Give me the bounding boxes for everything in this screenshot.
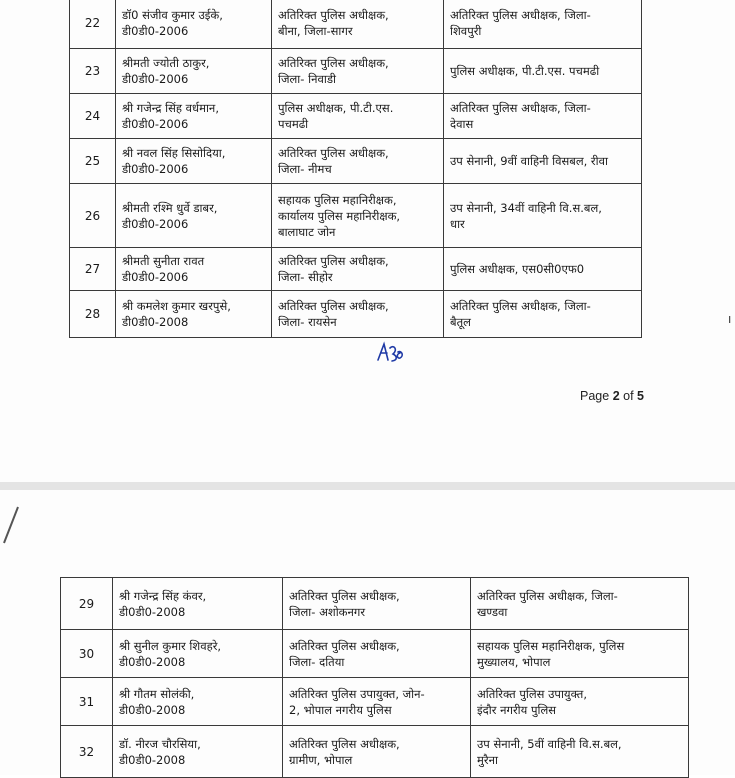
- officer-name: श्री गौतम सोलंकी,: [119, 686, 195, 701]
- serial-number: 29: [61, 578, 113, 630]
- table-row: [61, 578, 689, 630]
- officer-cell: [116, 0, 272, 49]
- table-row: [61, 678, 689, 726]
- serial-number: 28: [70, 291, 116, 338]
- current-posting-line: अतिरिक्त पुलिस अधीक्षक,: [278, 7, 389, 22]
- current-posting-line: अतिरिक्त पुलिस अधीक्षक,: [278, 299, 389, 313]
- new-posting-cell: [471, 678, 689, 726]
- current-posting-line: अतिरिक्त पुलिस अधीक्षक,: [278, 56, 389, 70]
- new-posting-line: उप सेनानी, 5वीं वाहिनी वि.स.बल,: [477, 736, 622, 751]
- new-posting-line: पुलिस अधीक्षक, पी.टी.एस. पचमढी: [450, 64, 600, 78]
- new-posting-line: मुख्यालय, भोपाल: [477, 654, 551, 669]
- current-posting-cell: [272, 94, 444, 139]
- table-row: [70, 139, 642, 184]
- current-page: 2: [612, 389, 620, 403]
- current-posting-line: सहायक पुलिस महानिरीक्षक,: [278, 192, 397, 207]
- current-posting-line: अतिरिक्त पुलिस अधीक्षक,: [289, 638, 400, 653]
- officer-batch: डी0डी0-2008: [119, 752, 186, 767]
- table-row: [70, 184, 642, 248]
- page-separator: [0, 482, 735, 490]
- current-posting-line: अतिरिक्त पुलिस अधीक्षक,: [278, 146, 389, 160]
- current-posting-line: बालाघाट जोन: [278, 224, 336, 239]
- current-posting-cell: [272, 184, 444, 248]
- page-number: Page 2 of 5: [580, 389, 644, 403]
- new-posting-line: खण्डवा: [477, 604, 508, 619]
- serial-number: 32: [61, 726, 113, 778]
- table-row: [70, 94, 642, 139]
- handwritten-initials: [376, 340, 406, 364]
- officer-cell: [113, 678, 283, 726]
- scan-scratch-mark: [0, 505, 22, 545]
- officer-batch: डी0डी0-2006: [122, 162, 189, 176]
- current-posting-line: कार्यालय पुलिस महानिरीक्षक,: [278, 208, 401, 223]
- serial-number: 25: [70, 139, 116, 184]
- officer-name: डॉ. नीरज चौरसिया,: [119, 736, 201, 751]
- current-posting-line: पुलिस अधीक्षक, पी.टी.एस.: [278, 101, 394, 115]
- current-posting-line: 2, भोपाल नगरीय पुलिस: [289, 702, 392, 717]
- current-posting-cell: [272, 291, 444, 338]
- current-posting-line: जिला- सीहोर: [278, 270, 333, 284]
- table-row: [70, 248, 642, 291]
- table-row: [61, 726, 689, 778]
- new-posting-line: धार: [450, 216, 465, 231]
- current-posting-line: बीना, जिला-सागर: [278, 23, 353, 38]
- current-posting-cell: [272, 0, 444, 49]
- serial-number: 22: [70, 0, 116, 49]
- current-posting-line: पचमढी: [278, 117, 309, 131]
- transfer-table-page-1: [69, 0, 642, 338]
- serial-number: 24: [70, 94, 116, 139]
- new-posting-cell: [444, 49, 642, 94]
- total-pages: 5: [637, 389, 644, 403]
- current-posting-line: अतिरिक्त पुलिस अधीक्षक,: [278, 254, 389, 268]
- officer-name: श्रीमती ज्योती ठाकुर,: [122, 56, 210, 70]
- officer-batch: डी0डी0-2006: [122, 270, 189, 284]
- officer-batch: डी0डी0-2006: [122, 72, 189, 86]
- new-posting-line: सहायक पुलिस महानिरीक्षक, पुलिस: [477, 638, 625, 653]
- current-posting-cell: [283, 726, 471, 778]
- officer-batch: डी0डी0-2006: [122, 117, 189, 131]
- serial-number: 23: [70, 49, 116, 94]
- new-posting-cell: [471, 726, 689, 778]
- officer-cell: [116, 291, 272, 338]
- officer-cell: [113, 726, 283, 778]
- officer-name: श्री नवल सिंह सिसोदिया,: [122, 146, 226, 160]
- officer-name: श्री सुनील कुमार शिवहरे,: [119, 638, 222, 653]
- current-posting-cell: [272, 139, 444, 184]
- current-posting-line: जिला- निवाडी: [278, 72, 336, 86]
- new-posting-cell: [444, 94, 642, 139]
- officer-name: श्री गजेन्द्र सिंह कंवर,: [119, 588, 207, 603]
- current-posting-cell: [283, 678, 471, 726]
- new-posting-cell: [471, 630, 689, 678]
- new-posting-cell: [471, 578, 689, 630]
- new-posting-line: देवास: [450, 117, 474, 131]
- officer-name: डॉ0 संजीव कुमार उईके,: [122, 7, 223, 22]
- serial-number: 30: [61, 630, 113, 678]
- current-posting-line: जिला- नीमच: [278, 162, 332, 176]
- officer-name: श्रीमती रश्मि धुर्वे डाबर,: [122, 200, 218, 215]
- new-posting-cell: [444, 0, 642, 49]
- transfer-table-page-2: [60, 577, 689, 778]
- new-posting-line: अतिरिक्त पुलिस अधीक्षक, जिला-: [450, 101, 591, 115]
- officer-cell: [116, 248, 272, 291]
- new-posting-line: उप सेनानी, 9वीं वाहिनी विसबल, रीवा: [450, 154, 608, 168]
- current-posting-cell: [272, 248, 444, 291]
- new-posting-line: इंदौर नगरीय पुलिस: [477, 702, 557, 717]
- table-row: [70, 291, 642, 338]
- current-posting-line: जिला- दतिया: [289, 654, 345, 669]
- officer-batch: डी0डी0-2008: [122, 315, 189, 329]
- officer-batch: डी0डी0-2008: [119, 654, 186, 669]
- officer-batch: डी0डी0-2006: [122, 216, 189, 231]
- new-posting-line: मुरैना: [477, 752, 498, 767]
- officer-cell: [113, 630, 283, 678]
- current-posting-line: जिला- अशोकनगर: [289, 604, 366, 619]
- new-posting-cell: [444, 184, 642, 248]
- serial-number: 26: [70, 184, 116, 248]
- new-posting-line: अतिरिक्त पुलिस अधीक्षक, जिला-: [450, 299, 591, 313]
- officer-batch: डी0डी0-2006: [122, 23, 189, 38]
- table-row: [70, 0, 642, 49]
- current-posting-cell: [283, 578, 471, 630]
- officer-name: श्री गजेन्द्र सिंह वर्धमान,: [122, 101, 219, 115]
- new-posting-line: शिवपुरी: [450, 23, 482, 38]
- table-row: [70, 49, 642, 94]
- new-posting-line: अतिरिक्त पुलिस अधीक्षक, जिला-: [477, 588, 618, 603]
- current-posting-line: अतिरिक्त पुलिस अधीक्षक,: [289, 736, 400, 751]
- margin-mark: ı: [728, 312, 732, 326]
- new-posting-line: उप सेनानी, 34वीं वाहिनी वि.स.बल,: [450, 200, 602, 215]
- current-posting-line: अतिरिक्त पुलिस अधीक्षक,: [289, 588, 400, 603]
- officer-cell: [116, 94, 272, 139]
- officer-batch: डी0डी0-2008: [119, 604, 186, 619]
- current-posting-line: अतिरिक्त पुलिस उपायुक्त, जोन-: [289, 686, 425, 701]
- officer-batch: डी0डी0-2008: [119, 702, 186, 717]
- table-row: [61, 630, 689, 678]
- officer-cell: [116, 49, 272, 94]
- new-posting-line: अतिरिक्त पुलिस अधीक्षक, जिला-: [450, 7, 591, 22]
- officer-cell: [116, 139, 272, 184]
- current-posting-line: ग्रामीण, भोपाल: [289, 752, 353, 767]
- new-posting-line: बैतूल: [450, 315, 471, 329]
- new-posting-cell: [444, 139, 642, 184]
- new-posting-line: अतिरिक्त पुलिस उपायुक्त,: [477, 686, 587, 701]
- new-posting-cell: [444, 291, 642, 338]
- officer-cell: [113, 578, 283, 630]
- serial-number: 31: [61, 678, 113, 726]
- current-posting-cell: [272, 49, 444, 94]
- current-posting-cell: [283, 630, 471, 678]
- officer-name: श्रीमती सुनीता रावत: [122, 254, 205, 268]
- current-posting-line: जिला- रायसेन: [278, 315, 337, 329]
- officer-cell: [116, 184, 272, 248]
- new-posting-line: पुलिस अधीक्षक, एस0सी0एफ0: [450, 262, 585, 276]
- new-posting-cell: [444, 248, 642, 291]
- officer-name: श्री कमलेश कुमार खरपुसे,: [122, 299, 231, 313]
- serial-number: 27: [70, 248, 116, 291]
